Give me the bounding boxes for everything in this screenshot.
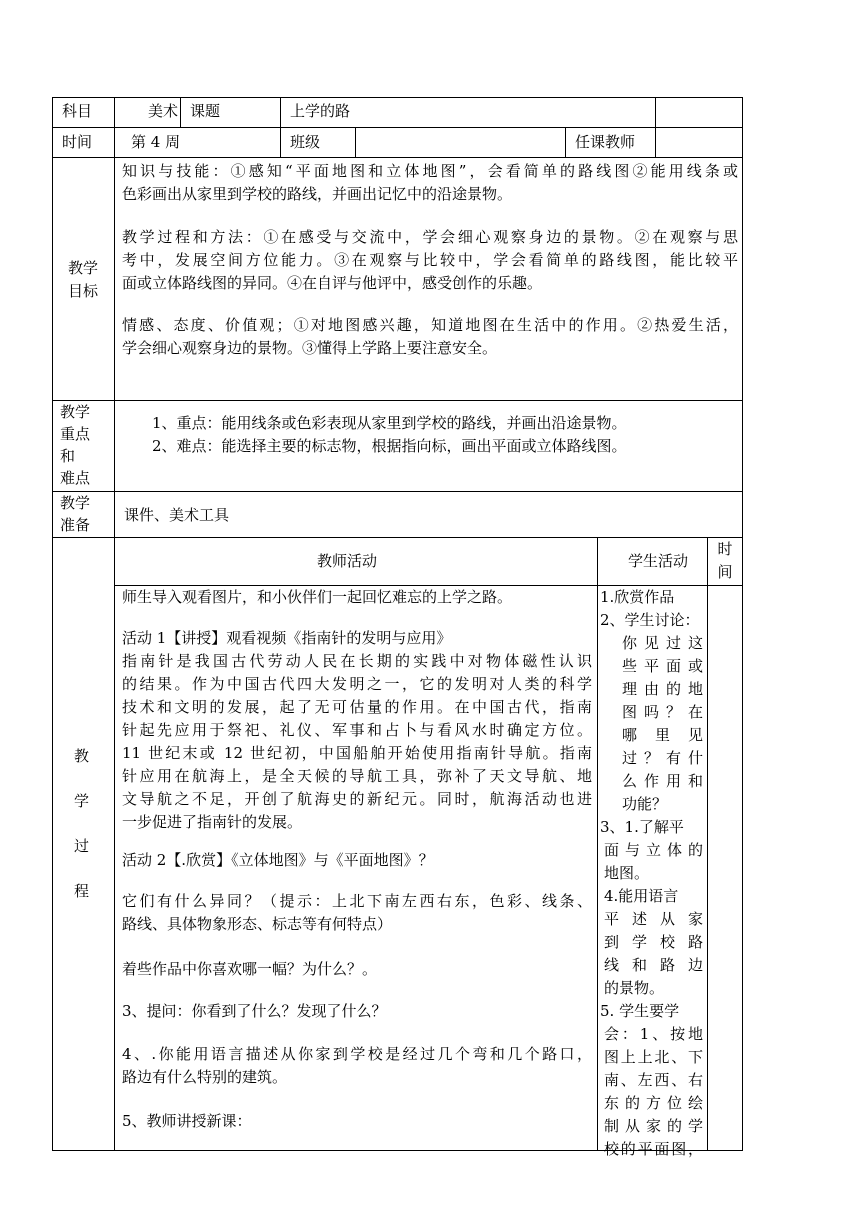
class-label: 班级 <box>290 133 321 151</box>
topic-value: 上学的路 <box>290 102 351 120</box>
process-label-char: 教 <box>74 747 90 765</box>
teacher-activity-step-4: 4、.你能用语言描述从你家到学校是经过几个弯和几个路口， 路边有什么特别的建筑。 <box>122 1045 592 1086</box>
subject-value: 美术 <box>148 102 179 120</box>
key-points-label: 教学 重点 和 难点 <box>60 403 91 487</box>
subject-label: 科目 <box>62 102 93 120</box>
teacher-activity-step-5: 5、教师讲授新课： <box>122 1112 252 1130</box>
teacher-activity-intro: 师生导入观看图片，和小伙伴们一起回忆难忘的上学之路。 <box>122 588 513 606</box>
process-label-char: 程 <box>74 882 90 900</box>
teacher-activity-question: 它们有什么异同？（提示：上北下南左西右东，色彩、线条、 路线、具体物象形态、标志等有何特点） <box>122 892 592 933</box>
teacher-activity-2: 活动 2【.欣赏】《立体地图》与《平面地图》？ <box>122 851 434 869</box>
objectives-label: 教学 目标 <box>67 259 98 300</box>
student-activity-column: 1.欣赏作品 2、学生讨论： 你见过这 些平面或 理由的地 图吗？在 哪 里 见 过？有什 么作用和 功能？ 3、1.了解平 面与立体的 地图。 4.能用语言 平述从家 到学校路 线和路边 的景物。 5. 学生要学 会：1、按地 图上上北、下 南、左西、右 东的方位绘 制从家的学 校的平面图， <box>600 588 703 1158</box>
objectives-paragraph-2: 教学过程和方法：①在感受与交流中，学会细心观察身边的景物。②在观察与思 考中，发展空间方位能力。③在观察与比较中，学会看简单的路线图，能比较平 面或立体路线图的异同。④在自评与他评中，感受创作的乐趣。 <box>122 228 738 292</box>
preparation-value: 课件、美术工具 <box>124 506 230 524</box>
time-label: 时间 <box>62 133 93 151</box>
process-label-char: 学 <box>74 792 90 810</box>
time-column-header: 时 间 <box>717 540 733 581</box>
teacher-activity-favorite: 着些作品中你喜欢哪一幅？为什么？。 <box>122 960 378 978</box>
topic-label: 课题 <box>190 102 221 120</box>
student-activity-header: 学生活动 <box>628 552 689 570</box>
time-value: 第 4 周 <box>131 133 181 151</box>
objectives-paragraph-1: 知识与技能：①感知“平面地图和立体地图”，会看简单的路线图②能用线条或 色彩画出从家里到学校的路线，并画出记忆中的沿途景物。 <box>122 162 738 203</box>
teacher-activity-header: 教师活动 <box>317 552 378 570</box>
preparation-label: 教学 准备 <box>60 494 91 534</box>
teacher-label: 任课教师 <box>575 133 636 151</box>
teacher-activity-step-3: 3、提问：你看到了什么？发现了什么？ <box>122 1002 387 1020</box>
teacher-activity-1: 活动 1【讲授】观看视频《指南针的发明与应用》 指南针是我国古代劳动人民在长期的实践中对物体磁性认识 的结果。作为中国古代四大发明之一，它的发明对人类的科学 技术和文明的发展，起了无可估量的作用。在中国古代，指南 针起先应用于祭祀、礼仪、军事和占卜与看风水时确定方位。 11 世纪末或 12 世纪初，中国船舶开始使用指南针导航。指南 针应用在航海上，是全天候的导航工具，弥补了天文导航、地 文导航之不足，开创了航海史的新纪元。同时，航海活动也进 一步促进了指南针的发展。 <box>122 629 592 831</box>
key-point-item: 1、重点：能用线条或色彩表现从家里到学校的路线，并画出沿途景物。 <box>152 414 627 432</box>
objectives-paragraph-3: 情感、态度、价值观；①对地图感兴趣，知道地图在生活中的作用。②热爱生活， 学会细心观察身边的景物。③懂得上学路上要注意安全。 <box>122 316 738 357</box>
difficult-point-item: 2、难点：能选择主要的标志物，根据指向标，画出平面或立体路线图。 <box>152 437 627 455</box>
process-label-char: 过 <box>74 837 90 855</box>
